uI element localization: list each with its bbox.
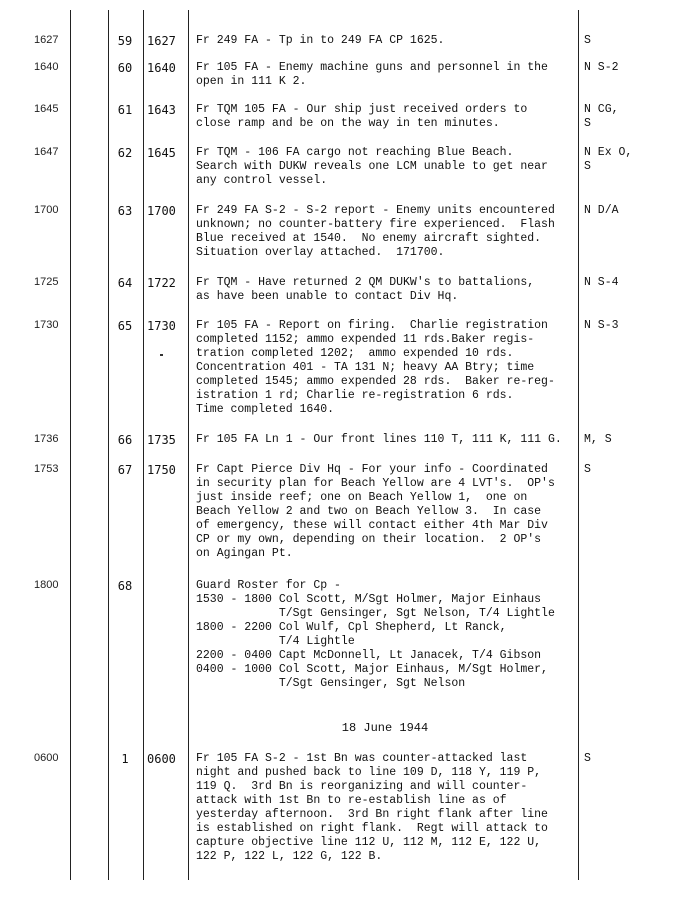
time-value: 1730 [34,319,59,331]
message-text: Fr 249 FA S-2 - S-2 report - Enemy units encountered unknown; no counter-battery fire experienced. Flash Blue received at 1540. No enemy aircraft sighted. Situation overlay attached. 171700. [196,204,555,259]
message-text: Fr TQM - 106 FA cargo not reaching Blue Beach. Search with DUKW reveals one LCM unable to get near any control vessel. [196,146,548,187]
time-value: 1627 [34,34,59,46]
serial-number: 64 [117,276,133,290]
time-value: 1800 [34,579,59,591]
column-rule [143,10,144,880]
column-rule [108,10,109,880]
message-text: Guard Roster for Cp - 1530 - 1800 Col Scott, M/Sgt Holmer, Major Einhaus T/Sgt Gensinger, Sgt Nelson, T/4 Lightle 1800 - 2200 Col Wulf, Cpl Shepherd, Lt Ranck, T/4 Lightle 2200 - 0400 Capt McDonnell, Lt Janacek, T/4 Gibson 0400 - 1000 Col Scott, Major Einhaus, M/Sgt Holmer, T/Sgt Gensinger, Sgt Nelson [196,579,555,690]
pen-mark [160,354,163,356]
time-value: 1647 [34,146,59,158]
action-text: N S-2 [584,61,619,74]
action-text: N D/A [584,204,619,217]
time-value: 1725 [34,276,59,288]
time-value: 1736 [34,433,59,445]
message-text: Fr 249 FA - Tp in to 249 FA CP 1625. [196,34,445,47]
message-text: Fr Capt Pierce Div Hq - For your info - Coordinated in security plan for Beach Yellow are 4 LVT's. OP's just inside reef; one on Beach Yellow 1, one on Beach Yellow 2 and two on Beach Yellow 3. In case of emergency, these will contact either 4th Mar Div CP or my own, depending on their location. 2 OP's on Agingan Pt. [196,463,555,560]
serial-number: 61 [117,103,133,117]
received-time: 1730 [147,319,176,333]
action-text: S [584,752,591,765]
received-time: 1700 [147,204,176,218]
message-text: Fr 105 FA Ln 1 - Our front lines 110 T, 111 K, 111 G. [196,433,562,446]
column-rule [70,10,71,880]
received-time: 1643 [147,103,176,117]
received-time: 1750 [147,463,176,477]
received-time: 1627 [147,34,176,48]
action-text: S [584,34,591,47]
serial-number: 62 [117,146,133,160]
serial-number: 68 [117,579,133,593]
message-text: Fr 105 FA - Report on firing. Charlie registration completed 1152; ammo expended 11 rds.Baker regis- tration completed 1202; ammo expended 10 rds. Concentration 401 - TA 131 N; heavy AA Btry; time completed 1545; ammo expended 28 rds. Baker re-reg- istration 1 rd; Charlie re-registration 6 rds. Time completed 1640. [196,319,555,416]
message-text: Fr TQM - Have returned 2 QM DUKW's to battalions, as have been unable to contact Div Hq. [196,276,535,303]
message-text: Fr 105 FA - Enemy machine guns and personnel in the open in 111 K 2. [196,61,548,88]
time-value: 1753 [34,463,59,475]
serial-number: 66 [117,433,133,447]
received-time: 1735 [147,433,176,447]
serial-number: 59 [117,34,133,48]
action-text: N S-4 [584,276,619,289]
received-time: 1645 [147,146,176,160]
received-time: 1722 [147,276,176,290]
action-text: N CG, S [584,103,619,130]
serial-number: 67 [117,463,133,477]
message-text: Fr 105 FA S-2 - 1st Bn was counter-attacked last night and pushed back to line 109 D, 118 Y, 119 P, 119 Q. 3rd Bn is reorganizing and will counter- attack with 1st Bn to re-establish line as of yesterday afternoon. 3rd Bn right flank after line is established on right flank. Regt will attack to capture objective line 112 U, 112 M, 112 E, 122 U, 122 P, 122 L, 122 G, 122 B. [196,752,548,863]
time-value: 1640 [34,61,59,73]
action-text: N S-3 [584,319,619,332]
column-rule [578,10,579,880]
received-time: 0600 [147,752,176,766]
serial-number: 1 [121,752,129,766]
time-value: 0600 [34,752,59,764]
date-heading: 18 June 1944 [341,721,429,735]
time-value: 1645 [34,103,59,115]
message-text: Fr TQM 105 FA - Our ship just received orders to close ramp and be on the way in ten minutes. [196,103,528,130]
received-time: 1640 [147,61,176,75]
action-text: N Ex O, S [584,146,633,173]
column-rule [188,10,189,880]
time-value: 1700 [34,204,59,216]
action-text: S [584,463,591,476]
action-text: M, S [584,433,612,446]
serial-number: 60 [117,61,133,75]
serial-number: 63 [117,204,133,218]
serial-number: 65 [117,319,133,333]
